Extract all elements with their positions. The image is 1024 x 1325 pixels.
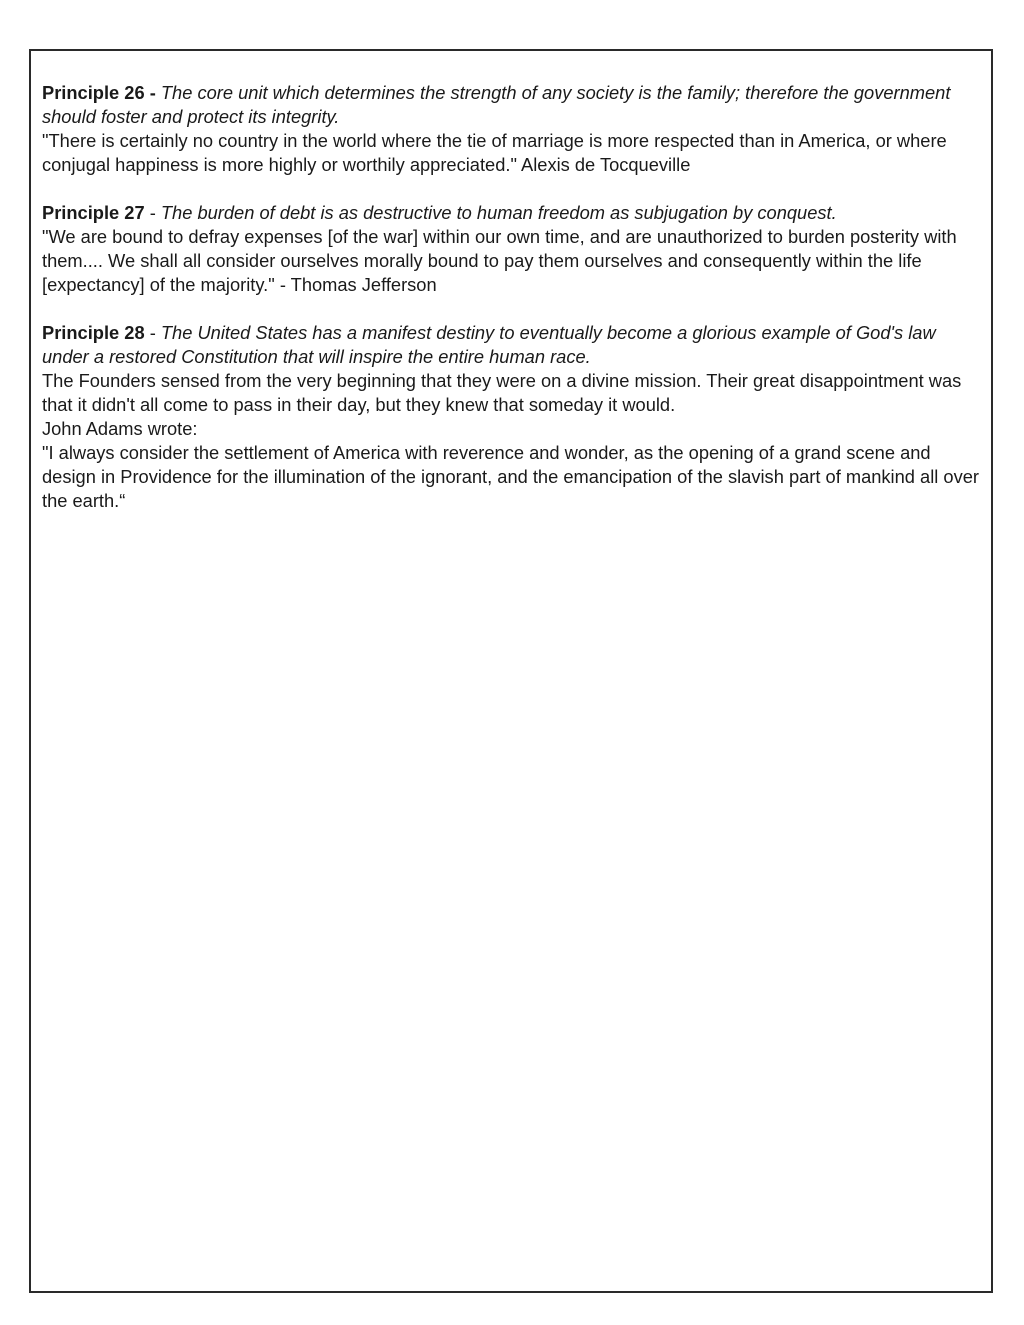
principle-26-section [42,81,987,177]
principle-26-separator: - [144,82,161,103]
principle-26-statement: The core unit which determines the strength of any society is the family; therefore the government should foster and protect its integrity. [42,82,951,127]
principle-27-label: Principle 27 [42,202,145,223]
principle-27-heading [42,201,987,225]
principle-26-quote: "There is certainly no country in the world where the tie of marriage is more respected than in America, or where conjugal happiness is more highly or worthily appreciated." Alexis de Tocqueville [42,130,947,175]
principle-28-commentary: The Founders sensed from the very beginning that they were on a divine mission. Their great disappointment was that it didn't all come to pass in their day, but they knew that someday it would. [42,370,962,415]
principle-28-label: Principle 28 [42,322,145,343]
principle-28-section [42,321,987,513]
principle-27-separator: - [144,202,161,223]
document-body [42,81,987,537]
principle-28-statement: The United States has a manifest destiny to eventually become a glorious example of God's law under a restored Constitution that will inspire the entire human race. [42,322,936,367]
principle-28-quote: "I always consider the settlement of America with reverence and wonder, as the opening of a grand scene and design in Providence for the illumination of the ignorant, and the emancipation of the slavish part of mankind all over the earth.“ [42,442,979,511]
principle-28-attribution: John Adams wrote: [42,418,198,439]
principle-27-statement: The burden of debt is as destructive to human freedom as subjugation by conquest. [160,202,837,223]
principle-28-separator: - [144,322,161,343]
principle-26-heading [42,81,987,129]
principle-26-label: Principle 26 [42,82,145,103]
principle-28-heading [42,321,987,369]
principle-27-section [42,201,987,297]
principle-27-quote: "We are bound to defray expenses [of the war] within our own time, and are unauthorized to burden posterity with them.... We shall all consider ourselves morally bound to pay them ourselves and consequently within the life [expectancy] of the majority." - Thomas Jefferson [42,226,957,295]
